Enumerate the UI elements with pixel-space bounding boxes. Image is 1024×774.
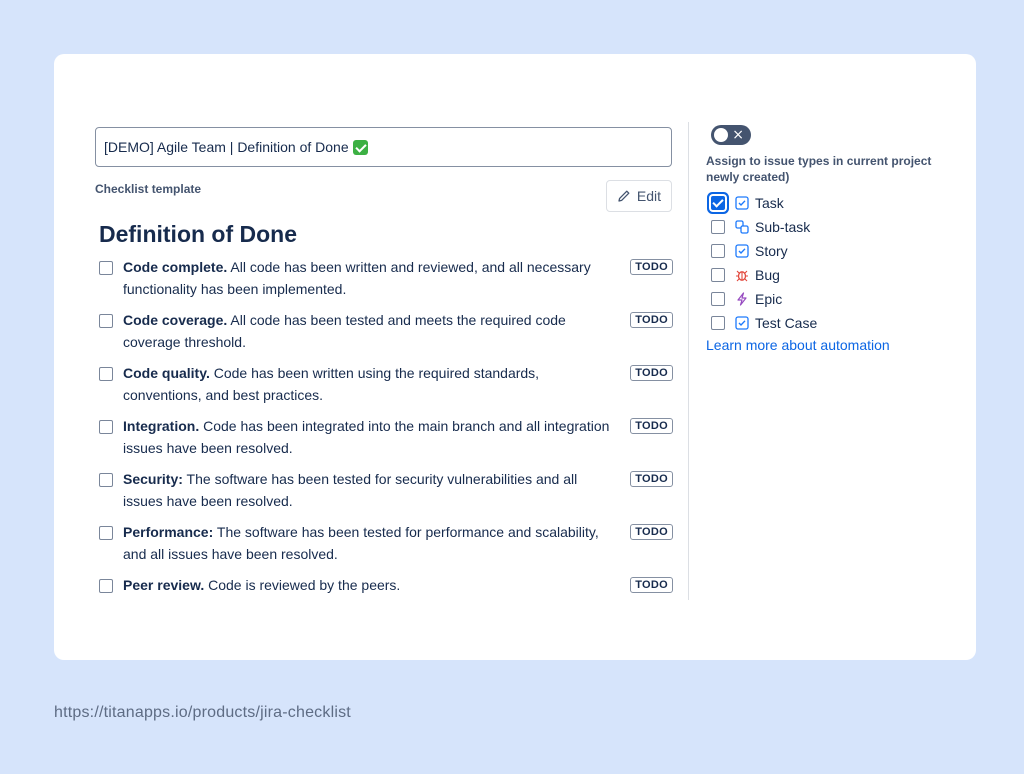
item-title: Performance: <box>123 524 214 540</box>
checklist-panel <box>95 127 673 607</box>
checklist-item-peer-review <box>95 576 673 598</box>
item-description: The software has been tested for performance and scalability, and all issues have been resolved. <box>123 524 599 562</box>
toggle-knob <box>714 128 728 142</box>
assign-label: Assign to issue types in current project newly created) <box>706 154 932 184</box>
status-badge[interactable]: TODO <box>630 524 673 540</box>
issue-type-test-case[interactable] <box>706 311 956 335</box>
assign-panel <box>706 125 956 355</box>
item-checkbox[interactable] <box>99 473 113 487</box>
issue-type-story[interactable] <box>706 239 956 263</box>
issue-type-label: Epic <box>755 291 783 307</box>
edit-button-label: Edit <box>636 188 661 204</box>
status-badge[interactable]: TODO <box>630 471 673 487</box>
item-checkbox[interactable] <box>99 526 113 540</box>
issue-type-label: Task <box>755 195 784 211</box>
item-checkbox[interactable] <box>99 367 113 381</box>
item-title: Integration. <box>123 418 200 434</box>
issue-type-checkbox[interactable] <box>711 268 725 282</box>
source-url: https://titanapps.io/products/jira-checklist <box>54 704 351 721</box>
item-checkbox[interactable] <box>99 314 113 328</box>
item-text <box>123 574 618 596</box>
item-text <box>123 309 618 353</box>
checklist-template-label: Checklist template <box>95 182 202 196</box>
issue-type-subtask[interactable] <box>706 215 956 239</box>
checklist-item-code-quality <box>95 364 673 408</box>
checklist-card <box>54 54 976 660</box>
issue-type-label: Test Case <box>755 315 818 331</box>
checklist-item-code-coverage <box>95 311 673 355</box>
item-title: Code quality. <box>123 365 210 381</box>
subtask-icon <box>735 220 749 234</box>
item-checkbox[interactable] <box>99 261 113 275</box>
checklist-heading: Definition of Done <box>99 221 298 247</box>
issue-type-checkbox[interactable] <box>711 244 725 258</box>
story-icon <box>735 244 749 258</box>
edit-button[interactable] <box>606 180 672 212</box>
bug-icon <box>735 268 749 282</box>
item-description: All code has been tested and meets the required code coverage threshold. <box>123 312 566 350</box>
checklist-item-code-complete <box>95 258 673 302</box>
green-check-mark-icon <box>353 140 368 155</box>
test-case-icon <box>735 316 749 330</box>
issue-type-checkbox[interactable] <box>711 316 725 330</box>
status-badge[interactable]: TODO <box>630 312 673 328</box>
item-title: Peer review. <box>123 577 205 593</box>
issue-type-bug[interactable] <box>706 263 956 287</box>
item-text <box>123 415 618 459</box>
checklist-title-text: [DEMO] Agile Team | Definition of Done <box>104 139 349 155</box>
issue-type-task[interactable] <box>706 191 956 215</box>
status-badge[interactable]: TODO <box>630 577 673 593</box>
item-text <box>123 521 618 565</box>
checklist-title-field[interactable] <box>95 127 672 167</box>
checklist-items <box>95 258 673 598</box>
issue-type-checkbox[interactable] <box>711 220 725 234</box>
issue-type-label: Bug <box>755 267 780 283</box>
status-badge[interactable]: TODO <box>630 365 673 381</box>
item-checkbox[interactable] <box>99 420 113 434</box>
item-description: The software has been tested for security vulnerabilities and all issues have been resolved. <box>123 471 578 509</box>
issue-type-list <box>706 191 956 335</box>
item-title: Code coverage. <box>123 312 228 328</box>
issue-type-label: Story <box>755 243 788 259</box>
issue-type-checkbox[interactable] <box>711 292 725 306</box>
item-description: All code has been written and reviewed, and all necessary functionality has been implemented. <box>123 259 591 297</box>
item-text <box>123 362 618 406</box>
issue-type-label: Sub-task <box>755 219 811 235</box>
item-title: Security: <box>123 471 183 487</box>
issue-type-epic[interactable] <box>706 287 956 311</box>
epic-icon <box>735 292 749 306</box>
item-text <box>123 468 618 512</box>
item-description: Code is reviewed by the peers. <box>204 577 401 593</box>
checklist-item-security <box>95 470 673 514</box>
pencil-icon <box>617 189 631 203</box>
item-checkbox[interactable] <box>99 579 113 593</box>
item-description: Code has been written using the required standards, conventions, and best practices. <box>123 365 540 403</box>
status-badge[interactable]: TODO <box>630 259 673 275</box>
status-badge[interactable]: TODO <box>630 418 673 434</box>
item-title: Code complete. <box>123 259 228 275</box>
learn-more-link[interactable]: Learn more about automation <box>706 337 890 353</box>
item-description: Code has been integrated into the main branch and all integration issues have been resolved. <box>123 418 610 456</box>
assign-toggle[interactable] <box>711 125 751 145</box>
template-row <box>95 179 673 213</box>
close-icon: × <box>732 127 744 143</box>
checklist-item-integration <box>95 417 673 461</box>
issue-type-checkbox[interactable] <box>711 196 725 210</box>
panel-divider <box>688 122 689 600</box>
checklist-item-performance <box>95 523 673 567</box>
task-icon <box>735 196 749 210</box>
item-text <box>123 256 618 300</box>
